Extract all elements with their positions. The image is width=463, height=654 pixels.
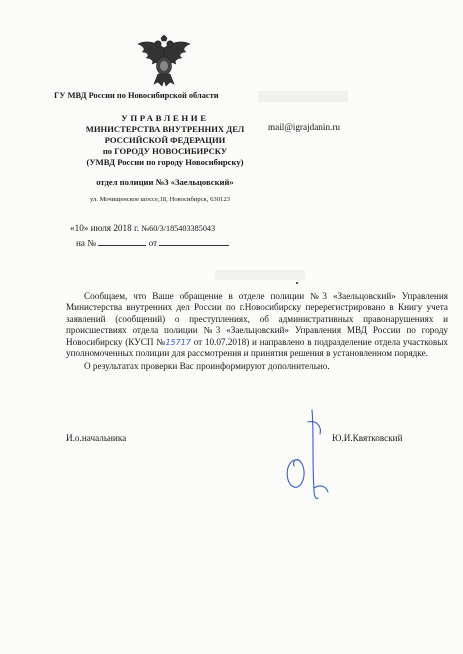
letter-date: «10» июля 2018 г.	[70, 223, 140, 233]
body-paragraph-2: О результатах проверки Вас проинформируют дополнительно.	[84, 361, 330, 372]
ministry-line-2: РОССИЙСКОЙ ФЕДЕРАЦИИ	[104, 135, 226, 145]
reference-number-blank	[98, 237, 146, 246]
ministry-abbreviation: (УМВД России по городу Новосибирску)	[86, 157, 244, 167]
reference-ot-label: от	[148, 238, 158, 248]
ministry-line-3: по ГОРОДУ НОВОСИБИРСКУ	[102, 146, 228, 156]
reference-na-label: на №	[76, 238, 97, 248]
letter-number: №60/3/185403385043	[141, 224, 216, 233]
ministry-line-1: МИНИСТЕРСТВА ВНУТРЕННИХ ДЕЛ	[85, 124, 245, 134]
reference-line	[76, 237, 229, 248]
police-department: отдел полиции №3 «Заельцовский»	[96, 177, 234, 187]
letter-body	[66, 291, 448, 373]
redacted-area	[215, 270, 305, 280]
department-address: ул. Мочищенское шоссе,18, Новосибирск, 630123	[90, 196, 230, 203]
handwritten-kusp-number: 15717	[165, 337, 191, 347]
body-paragraph-1-end: от 10.07.2018) и направлено в подразделение отдела участковых уполномоченных полиции для рассмотрения и принятия решения в установленном порядке.	[66, 336, 448, 359]
recipient-email: mail@igrajdanin.ru	[268, 122, 340, 132]
redacted-area	[258, 91, 348, 102]
header-title: УПРАВЛЕНИЕ	[121, 113, 209, 123]
body-paragraph-1	[66, 291, 448, 359]
body-paragraph-1-start: Сообщаем, что Ваше обращение в отделе полиции №3 «Заельцовский» Управления Министерства внутренних дел России по г.Новосибирску перерегистрировано в Книгу учета заявлений (сообщений) о преступлениях, об административных правонарушениях и происшествиях отдела полиции №3 «Заельцовский» Управления МВД России по городу Новосибирску (КУСП №	[66, 291, 448, 347]
handwritten-signature	[268, 400, 348, 505]
punctuation-dot	[296, 282, 298, 284]
double-headed-eagle-emblem-icon	[136, 34, 192, 88]
department-line: ГУ МВД России по Новосибирской области	[54, 91, 219, 100]
signatory-name: Ю.И.Квятковский	[332, 433, 403, 443]
letter-date-line	[70, 223, 215, 233]
signatory-position: И.о.начальника	[66, 433, 127, 443]
reference-date-blank	[159, 237, 229, 246]
